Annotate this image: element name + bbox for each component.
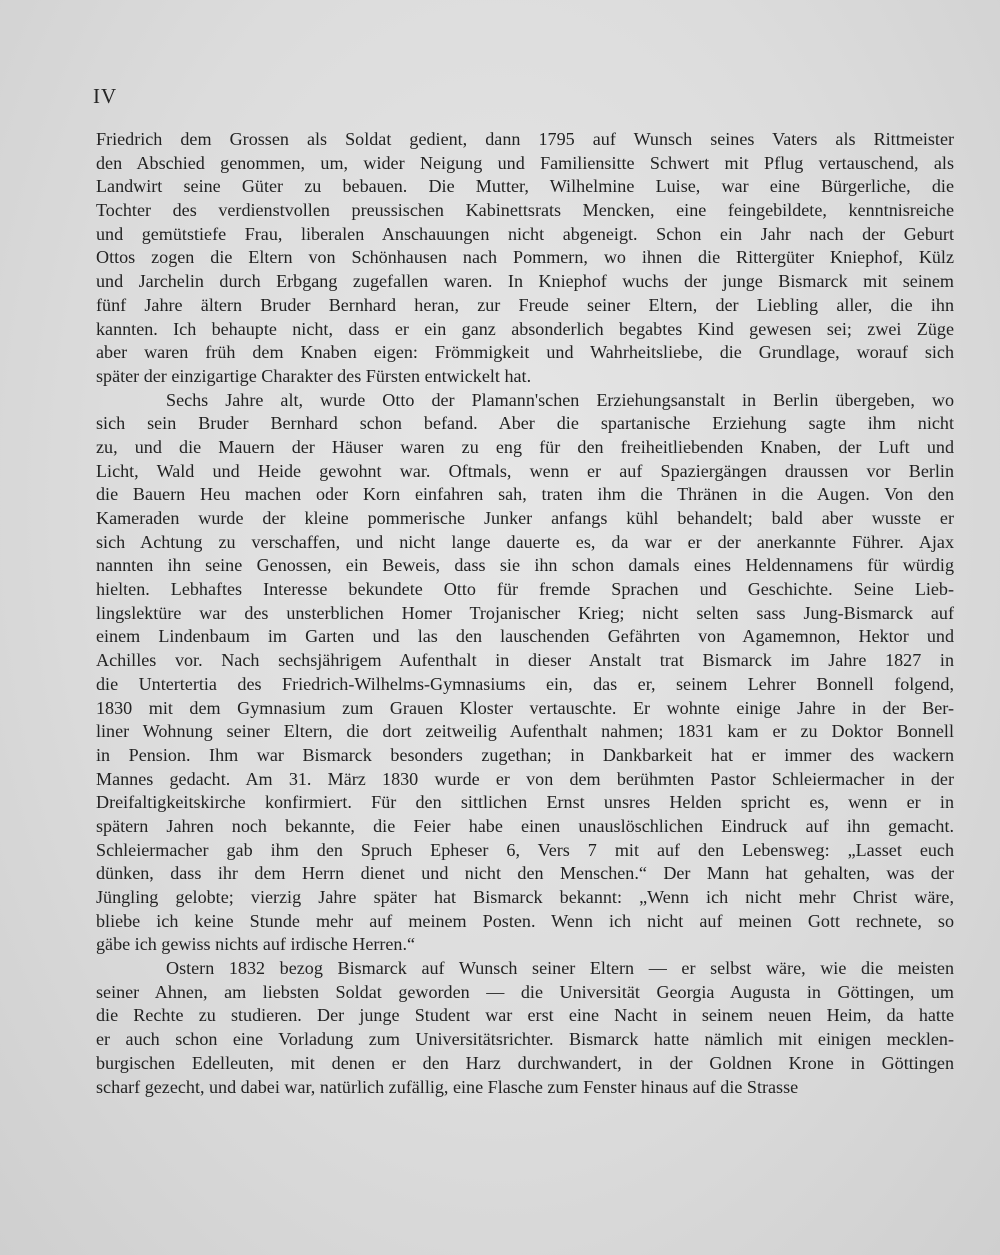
text-line: den Abschied genommen, um, wider Neigung und Familiensitte Schwert mit Pflug vertauschend, als	[96, 152, 954, 173]
paragraph	[96, 957, 954, 1099]
text-line: kannten. Ich behaupte nicht, dass er ein ganz absonderlich begabtes Kind gewesen sei; zwei Züge	[96, 318, 954, 339]
text-line: Tochter des verdienstvollen preussischen Kabinettsrats Mencken, eine feingebildete, kenntnisreiche	[96, 200, 954, 221]
text-line: sich sein Bruder Bernhard schon befand. Aber die spartanische Erziehung sagte ihm nicht	[96, 413, 954, 434]
text-line: hielten. Lebhaftes Interesse bekundete Otto für fremde Sprachen und Geschichte. Seine Lieb-	[96, 579, 954, 600]
text-line: und gemütstiefe Frau, liberalen Anschauungen nicht abgeneigt. Schon ein Jahr nach der Geburt	[96, 223, 954, 244]
text-line: und Jarchelin durch Erbgang zugefallen waren. In Kniephof wuchs der junge Bismarck mit seinem	[96, 271, 954, 292]
text-line: liner Wohnung seiner Eltern, die dort zeitweilig Aufenthalt nahmen; 1831 kam er zu Doktor Bonnell	[96, 721, 954, 742]
text-line: scharf gezecht, und dabei war, natürlich zufällig, eine Flasche zum Fenster hinaus auf die Strasse	[96, 1076, 799, 1097]
paragraph	[96, 389, 954, 958]
text-line: seiner Ahnen, am liebsten Soldat geworden — die Universität Georgia Augusta in Göttingen, um	[96, 981, 954, 1002]
page-number: IV	[93, 84, 118, 108]
paragraph	[96, 128, 954, 389]
text-line: Achilles vor. Nach sechsjährigem Aufenthalt in dieser Anstalt trat Bismarck im Jahre 1827 in	[96, 650, 954, 671]
text-line: Licht, Wald und Heide gewohnt war. Oftmals, wenn er auf Spaziergängen draussen vor Berlin	[96, 460, 954, 481]
text-line: gäbe ich gewiss nichts auf irdische Herren.“	[96, 934, 416, 955]
text-line: Mannes gedacht. Am 31. März 1830 wurde er von dem berühmten Pastor Schleiermacher in der	[96, 768, 954, 789]
text-line: burgischen Edelleuten, mit denen er den Harz durchwandert, in der Goldnen Krone in Göttingen	[96, 1052, 954, 1073]
text-line: die Untertertia des Friedrich-Wilhelms-Gymnasiums ein, das er, seinem Lehrer Bonnell folgend,	[96, 673, 954, 694]
text-line: Schleiermacher gab ihm den Spruch Epheser 6, Vers 7 mit auf den Lebensweg: „Lasset euch	[96, 839, 954, 860]
text-line: später der einzigartige Charakter des Fürsten entwickelt hat.	[96, 365, 532, 386]
body-text	[96, 128, 954, 1099]
text-line: bliebe ich keine Stunde mehr auf meinem Posten. Wenn ich nicht auf meinen Gott rechnete, so	[96, 910, 954, 931]
text-line: Sechs Jahre alt, wurde Otto der Plamann'schen Erziehungsanstalt in Berlin übergeben, wo	[166, 389, 954, 410]
text-line: Jüngling gelobte; vierzig Jahre später hat Bismarck bekannt: „Wenn ich nicht mehr Christ wäre,	[96, 887, 954, 907]
text-line: nannten ihn seine Genossen, ein Beweis, dass sie ihn schon damals eines Heldennamens für würdig	[96, 555, 954, 576]
text-line: die Bauern Heu machen oder Korn einfahren sah, traten ihm die Thränen in die Augen. Von den	[96, 484, 954, 505]
text-line: 1830 mit dem Gymnasium zum Grauen Kloster vertauschte. Er wohnte einige Jahre in der Ber-	[96, 697, 954, 718]
text-line: Landwirt seine Güter zu bebauen. Die Mutter, Wilhelmine Luise, war eine Bürgerliche, die	[96, 176, 954, 197]
text-line: dünken, dass ihr dem Herrn dienet und nicht den Menschen.“ Der Mann hat gehalten, was der	[96, 863, 954, 884]
text-line: er auch schon eine Vorladung zum Universitätsrichter. Bismarck hatte nämlich mit einigen mecklen-	[96, 1029, 954, 1050]
text-line: Friedrich dem Grossen als Soldat gedient, dann 1795 auf Wunsch seines Vaters als Rittmeister	[96, 129, 954, 149]
text-line: Dreifaltigkeitskirche konfirmiert. Für den sittlichen Ernst unsres Helden spricht es, wenn er in	[96, 792, 954, 813]
text-line: lingslektüre war des unsterblichen Homer Trojanischer Krieg; nicht selten sass Jung-Bismarck auf	[96, 602, 954, 623]
text-line: aber waren früh dem Knaben eigen: Frömmigkeit und Wahrheitsliebe, die Grundlage, worauf sich	[96, 342, 954, 363]
text-line: einem Lindenbaum im Garten und las den lauschenden Gefährten von Agamemnon, Hektor und	[96, 626, 954, 647]
text-line: die Rechte zu studieren. Der junge Student war erst eine Nacht in seinem neuen Heim, da hatte	[96, 1005, 954, 1026]
text-line: Ottos zogen die Eltern von Schönhausen nach Pommern, wo ihnen die Rittergüter Kniephof, Külz	[96, 247, 954, 268]
text-line: spätern Jahren noch bekannte, die Feier habe einen unauslöschlichen Eindruck auf ihn gemacht.	[96, 815, 954, 836]
text-line: sich Achtung zu verschaffen, und nicht lange dauerte es, da war er der anerkannte Führer. Ajax	[96, 531, 954, 552]
text-line: zu, und die Mauern der Häuser waren zu eng für den freiheitliebenden Knaben, der Luft und	[96, 436, 954, 457]
text-line: Ostern 1832 bezog Bismarck auf Wunsch seiner Eltern — er selbst wäre, wie die meisten	[166, 958, 954, 979]
text-line: in Pension. Ihm war Bismarck besonders zugethan; in Dankbarkeit hat er immer des wackern	[96, 744, 954, 765]
text-line: Kameraden wurde der kleine pommerische Junker anfangs kühl behandelt; bald aber wusste er	[96, 508, 954, 528]
text-line: fünf Jahre ältern Bruder Bernhard heran, zur Freude seiner Eltern, der Liebling aller, die ihn	[96, 294, 954, 315]
